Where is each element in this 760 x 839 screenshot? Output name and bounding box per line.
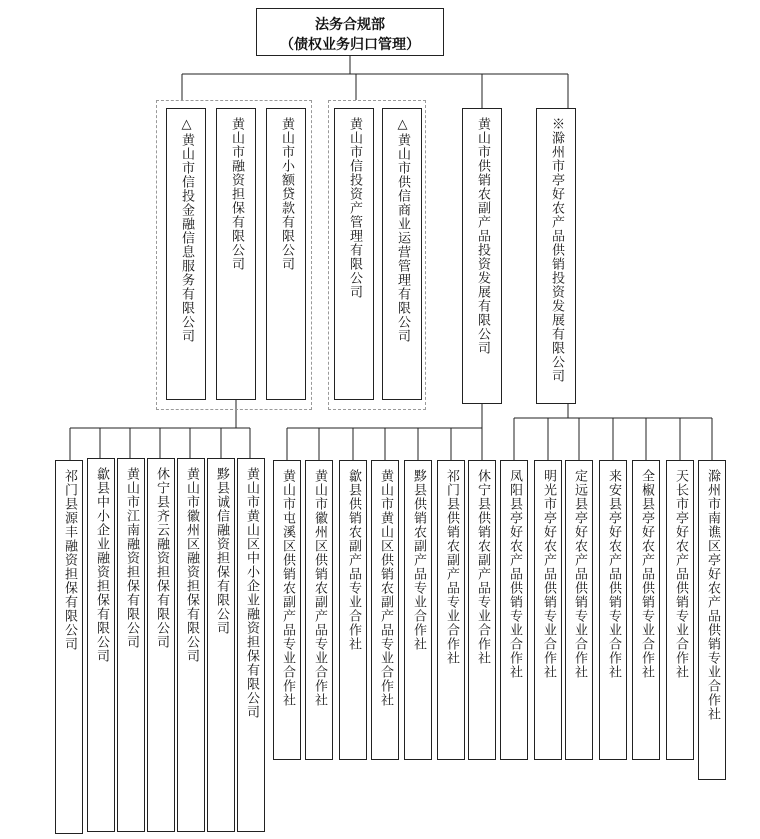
- coop-label: 天长市亭好农产品供销专业合作社: [673, 469, 688, 679]
- huangshan-coop-box: [339, 460, 367, 760]
- coop-label: 黄山市徽州区供销农副产品专业合作社: [312, 469, 327, 707]
- chuzhou-coop-box: [500, 460, 528, 760]
- huangshan-coop-box: [273, 460, 301, 760]
- guarantee-company-label: 祁门县源丰融资担保有限公司: [62, 469, 77, 651]
- level1-box-gongxiao: [462, 108, 502, 404]
- coop-label: 黄山市屯溪区供销农副产品专业合作社: [280, 469, 295, 707]
- coop-label: 定远县亭好农产品供销专业合作社: [572, 469, 587, 679]
- guarantee-company-box: [177, 458, 205, 832]
- level1-box-rongzi: [216, 108, 256, 400]
- coop-label: 祁门县供销农副产品专业合作社: [444, 469, 459, 665]
- chuzhou-coop-box: [565, 460, 593, 760]
- coop-label: 滁州市南谯区亭好农产品供销专业合作社: [705, 469, 720, 721]
- coop-label: 歙县供销农副产品专业合作社: [346, 469, 361, 651]
- guarantee-company-label: 黄山市江南融资担保有限公司: [124, 467, 139, 649]
- dept-subtitle: （债权业务归口管理）: [280, 37, 420, 53]
- chuzhou-coop-box: [698, 460, 726, 780]
- huangshan-coop-box: [371, 460, 399, 760]
- guarantee-company-box: [237, 458, 265, 832]
- level1-label: ※滁州市亭好农产品供销投资发展有限公司: [549, 117, 564, 383]
- huangshan-coop-box: [468, 460, 496, 760]
- chuzhou-coop-box: [666, 460, 694, 760]
- guarantee-company-label: 歙县中小企业融资担保有限公司: [94, 467, 109, 663]
- coop-label: 明光市亭好农产品供销专业合作社: [541, 469, 556, 679]
- coop-label: 休宁县供销农副产品专业合作社: [475, 469, 490, 665]
- level1-label: △黄山市信投金融信息服务有限公司: [179, 117, 194, 343]
- coop-label: 全椒县亭好农产品供销专业合作社: [639, 469, 654, 679]
- level1-box-chuzhou: [536, 108, 576, 404]
- level1-label: 黄山市融资担保有限公司: [229, 117, 244, 271]
- level1-label: 黄山市信投资产管理有限公司: [347, 117, 362, 299]
- level1-label: 黄山市小额贷款有限公司: [279, 117, 294, 271]
- level1-box-xinxi: [166, 108, 206, 400]
- legal-compliance-dept-box: [256, 8, 444, 56]
- chuzhou-coop-box: [534, 460, 562, 760]
- guarantee-company-box: [147, 458, 175, 832]
- guarantee-company-label: 黟县诚信融资担保有限公司: [214, 467, 229, 635]
- level1-box-xintou: [334, 108, 374, 400]
- chuzhou-coop-box: [632, 460, 660, 760]
- guarantee-company-label: 休宁县齐云融资担保有限公司: [154, 467, 169, 649]
- coop-label: 黄山市黄山区供销农副产品专业合作社: [378, 469, 393, 707]
- huangshan-coop-box: [305, 460, 333, 760]
- dept-title: 法务合规部: [315, 17, 385, 33]
- level1-label: 黄山市供销农副产品投资发展有限公司: [475, 117, 490, 355]
- chuzhou-coop-box: [599, 460, 627, 760]
- coop-label: 凤阳县亭好农产品供销专业合作社: [507, 469, 522, 679]
- huangshan-coop-box: [404, 460, 432, 760]
- guarantee-company-label: 黄山市黄山区中小企业融资担保有限公司: [244, 467, 259, 719]
- coop-label: 黟县供销农副产品专业合作社: [411, 469, 426, 651]
- guarantee-company-box: [87, 458, 115, 832]
- guarantee-company-box: [55, 460, 83, 834]
- guarantee-company-box: [207, 458, 235, 832]
- level1-label: △黄山市供信商业运营管理有限公司: [395, 117, 410, 343]
- level1-box-xiaoe: [266, 108, 306, 400]
- guarantee-company-label: 黄山市徽州区融资担保有限公司: [184, 467, 199, 663]
- coop-label: 来安县亭好农产品供销专业合作社: [606, 469, 621, 679]
- level1-box-gongxin: [382, 108, 422, 400]
- guarantee-company-box: [117, 458, 145, 832]
- huangshan-coop-box: [437, 460, 465, 760]
